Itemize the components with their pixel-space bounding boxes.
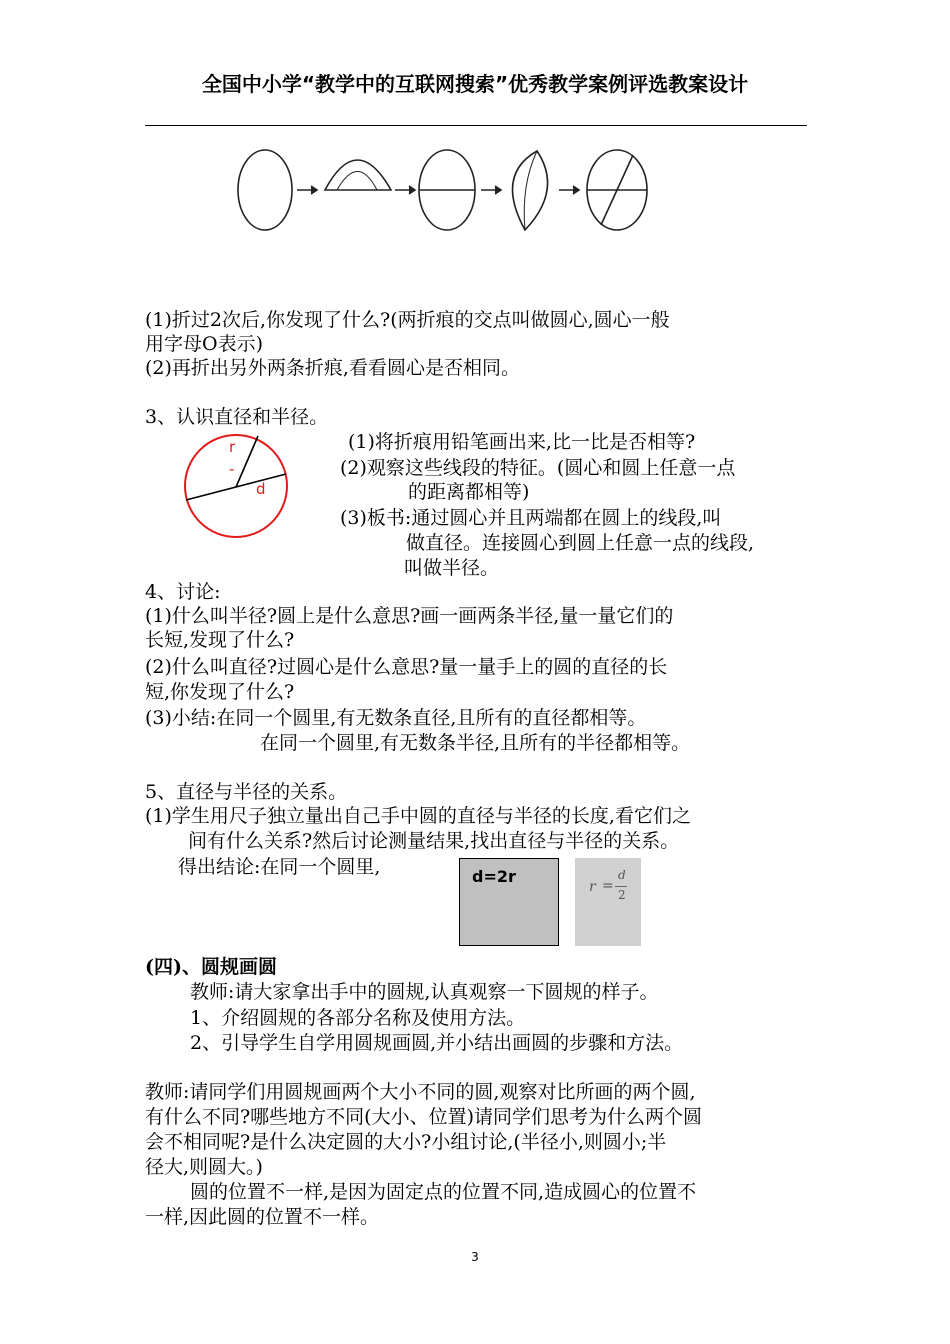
- fold-question-1-cont: 用字母O表示): [145, 333, 263, 355]
- section-3-point-3: (3)板书:通过圆心并且两端都在圆上的线段,叫: [340, 507, 722, 529]
- circle-folding-diagram: [225, 135, 665, 240]
- section-5-heading: 5、直径与半径的关系。: [145, 781, 348, 803]
- header-title: 全国中小学“教学中的互联网搜索”优秀教学案例评选教案设计: [201, 72, 749, 96]
- folding-step-half-inner: [337, 172, 377, 191]
- section-4-question-1-cont: 长短,发现了什么?: [145, 629, 295, 651]
- compass-step-2: 2、引导学生自学用圆规画圆,并小结出画圆的步骤和方法。: [190, 1032, 684, 1054]
- header-rule: [145, 125, 807, 126]
- compass-discussion-1: 教师:请同学们用圆规画两个大小不同的圆,观察对比所画的两个圆,: [145, 1081, 696, 1103]
- compass-step-1: 1、介绍圆规的各部分名称及使用方法。: [190, 1007, 526, 1029]
- fold-question-1: (1)折过2次后,你发现了什么?(两折痕的交点叫做圆心,圆心一般: [145, 309, 670, 331]
- formula-radius-eq: =: [602, 878, 614, 894]
- folding-step-half: [325, 160, 391, 190]
- fold-question-2: (2)再折出另外两条折痕,看看圆心是否相同。: [145, 357, 520, 379]
- folding-step-circle: [238, 150, 292, 230]
- compass-position-1: 圆的位置不一样,是因为固定点的位置不同,造成圆心的位置不: [190, 1181, 697, 1203]
- folding-arrowhead: [409, 186, 415, 194]
- section-3-point-2: (2)观察这些线段的特征。(圆心和圆上任意一点: [340, 457, 736, 479]
- radius-dash-label: -: [229, 460, 235, 478]
- radius-diameter-diagram: [180, 430, 292, 542]
- compass-discussion-4: 径大,则圆大。): [145, 1156, 263, 1178]
- compass-position-2: 一样,因此圆的位置不一样。: [145, 1206, 380, 1228]
- section-four-heading: (四)、圆规画圆: [145, 956, 277, 978]
- formula-radius-denominator: 2: [618, 888, 626, 902]
- formula-radius-numerator: d: [618, 868, 626, 882]
- section-3-point-2-cont: 的距离都相等): [408, 481, 530, 503]
- formula-diameter: d=2r: [472, 867, 516, 886]
- section-4-heading: 4、讨论:: [145, 581, 221, 603]
- section-3-point-3-end: 叫做半径。: [404, 557, 500, 579]
- formula-box-diameter: [459, 858, 559, 946]
- compass-intro: 教师:请大家拿出手中的圆规,认真观察一下圆规的样子。: [190, 981, 659, 1003]
- folding-arrowhead: [495, 186, 501, 194]
- section-4-question-2: (2)什么叫直径?过圆心是什么意思?量一量手上的圆的直径的长: [145, 656, 668, 678]
- radius-line: [236, 436, 258, 487]
- folding-step-quarter: [513, 151, 548, 230]
- section-4-summary-1: (3)小结:在同一个圆里,有无数条直径,且所有的直径都相等。: [145, 707, 647, 729]
- section-3-point-3-cont: 做直径。连接圆心到圆上任意一点的线段,: [406, 532, 755, 554]
- section-4-question-2-cont: 短,你发现了什么?: [145, 681, 295, 703]
- formula-fraction-bar: [615, 886, 627, 887]
- folding-arrowhead: [573, 186, 579, 194]
- page-number: 3: [471, 1250, 479, 1264]
- diameter-label: d: [256, 480, 266, 498]
- formula-radius-r: r: [589, 879, 596, 895]
- section-5-point-1: (1)学生用尺子独立量出自己手中圆的直径与半径的长度,看它们之: [145, 805, 691, 827]
- section-4-question-1: (1)什么叫半径?圆上是什么意思?画一画两条半径,量一量它们的: [145, 605, 674, 627]
- radius-label: r: [229, 438, 236, 456]
- formula-box-radius: [575, 858, 641, 946]
- section-4-summary-2: 在同一个圆里,有无数条半径,且所有的半径都相等。: [260, 732, 691, 754]
- compass-discussion-3: 会不相同呢?是什么决定圆的大小?小组讨论,(半径小,则圆小;半: [145, 1131, 667, 1153]
- section-5-point-1-cont: 间有什么关系?然后讨论测量结果,找出直径与半径的关系。: [188, 830, 680, 852]
- section-3-point-1: (1)将折痕用铅笔画出来,比一比是否相等?: [348, 431, 696, 453]
- folding-arrowhead: [311, 186, 317, 194]
- section-5-conclusion: 得出结论:在同一个圆里,: [178, 856, 381, 878]
- section-3-heading: 3、认识直径和半径。: [145, 406, 329, 428]
- compass-discussion-2: 有什么不同?哪些地方不同(大小、位置)请同学们思考为什么两个圆: [145, 1106, 703, 1128]
